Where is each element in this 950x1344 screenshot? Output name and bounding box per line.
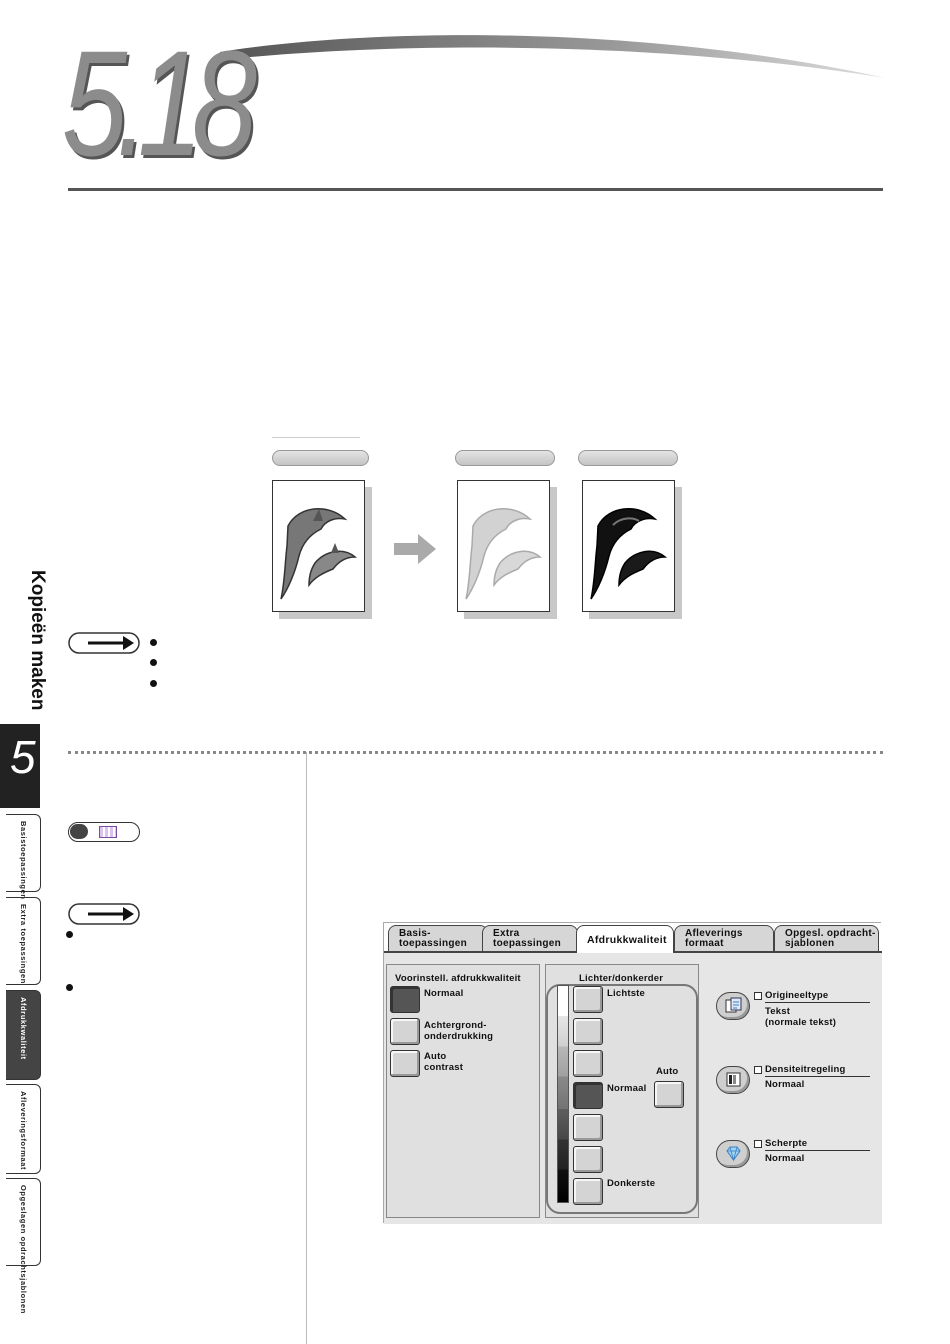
note-arrow-icon: [68, 632, 140, 654]
side-tab-extra-toepassingen[interactable]: [6, 897, 41, 985]
darker-label-pill: [578, 450, 678, 466]
document-type-icon: [725, 997, 742, 1014]
header-rule: [68, 188, 883, 191]
lightest-label: Lichtste: [607, 988, 646, 999]
preset-title: Voorinstell. afdrukkwaliteit: [395, 973, 521, 984]
preset-achtergrond-label: Achtergrond- onderdrukking: [424, 1020, 494, 1042]
reference-dot: [70, 824, 88, 839]
side-tab-basistoepassingen[interactable]: [6, 814, 41, 900]
diamond-icon: [725, 1145, 742, 1162]
note-bullet: [150, 659, 157, 666]
densiteitregeling-button[interactable]: [716, 1066, 750, 1094]
preset-normaal-label: Normaal: [424, 988, 464, 999]
dolphins-dark-image: [583, 481, 673, 609]
tab-afleveringsformaat[interactable]: Afleverings formaat: [674, 925, 774, 952]
density-level-2-button[interactable]: [573, 1018, 603, 1045]
original-label-pill: [272, 450, 369, 466]
lighter-document: [457, 480, 550, 612]
note-bullet: [150, 639, 157, 646]
side-tab-label: Extra toepassingen: [19, 904, 28, 984]
dolphins-light-image: [458, 481, 548, 609]
section-divider: [68, 751, 883, 754]
chapter-number: 5.18: [62, 19, 247, 187]
chapter-side-title: [22, 570, 48, 710]
origineeltype-button[interactable]: [716, 992, 750, 1020]
scherpte-value: Normaal: [765, 1153, 805, 1164]
preset-auto-contrast-label: Auto contrast: [424, 1051, 464, 1073]
chapter-title: Kopieën maken: [27, 570, 48, 711]
note-bullet: [150, 680, 157, 687]
densiteitregeling-underline: [765, 1076, 870, 1077]
origineeltype-label: Origineeltype: [765, 990, 829, 1001]
density-level-6-button[interactable]: [573, 1146, 603, 1173]
note-bullet: [66, 931, 73, 938]
scherpte-button[interactable]: [716, 1140, 750, 1168]
lighter-darker-title: Lichter/donkerder: [579, 973, 664, 984]
densiteitregeling-label: Densiteitregeling: [765, 1064, 846, 1075]
book-icon: [99, 826, 117, 838]
density-level-3-button[interactable]: [573, 1050, 603, 1077]
density-level-5-button[interactable]: [573, 1114, 603, 1141]
origineeltype-underline: [765, 1002, 870, 1003]
darkest-label: Donkerste: [607, 1178, 656, 1189]
origineeltype-checkbox[interactable]: [754, 992, 762, 1000]
side-tab-afleveringsformaat[interactable]: [6, 1084, 41, 1174]
side-tab-label: Afdrukkwaliteit: [19, 997, 28, 1060]
tab-extra-toepassingen[interactable]: Extra toepassingen: [482, 925, 578, 952]
densiteitregeling-value: Normaal: [765, 1079, 805, 1090]
preset-normaal-button[interactable]: [390, 986, 420, 1013]
origineeltype-value: Tekst (normale tekst): [765, 1006, 837, 1028]
side-tab-afdrukkwaliteit[interactable]: [6, 990, 41, 1080]
density-level-4-button[interactable]: [573, 1082, 603, 1109]
side-tab-label: Basistoepassingen: [19, 821, 28, 900]
density-icon: [725, 1071, 742, 1088]
header-swoosh: [220, 20, 890, 90]
auto-density-button[interactable]: [654, 1081, 684, 1108]
preset-auto-contrast-button[interactable]: [390, 1050, 420, 1077]
side-tab-label: Afleveringsformaat: [19, 1091, 28, 1171]
chapter-digit: 5: [10, 731, 36, 783]
densiteitregeling-checkbox[interactable]: [754, 1066, 762, 1074]
preset-achtergrond-button[interactable]: [390, 1018, 420, 1045]
side-tab-opgeslagen-opdrachtsjablonen[interactable]: [6, 1178, 41, 1314]
tab-afdrukkwaliteit[interactable]: Afdrukkwaliteit: [576, 925, 674, 953]
scherpte-label: Scherpte: [765, 1138, 808, 1149]
tab-opgesl-opdrachtsjablonen[interactable]: Opgesl. opdracht- sjablonen: [774, 925, 879, 952]
scherpte-underline: [765, 1150, 870, 1151]
note-bullet: [66, 984, 73, 991]
tab-basistoepassingen[interactable]: Basis- toepassingen: [388, 925, 488, 952]
density-level-7-button[interactable]: [573, 1178, 603, 1205]
auto-label: Auto: [656, 1066, 679, 1077]
density-gradient-strip: [557, 985, 569, 1203]
scherpte-checkbox[interactable]: [754, 1140, 762, 1148]
side-tab-label: Opgeslagen opdrachtsjablonen: [19, 1185, 28, 1314]
normal-label: Normaal: [607, 1083, 647, 1094]
dolphins-image: [273, 481, 363, 609]
screen-tabbar: [384, 923, 882, 952]
lighter-label-pill: [455, 450, 555, 466]
note-arrow-icon: [68, 903, 140, 925]
illustration-rule: [272, 437, 360, 438]
density-level-1-button[interactable]: [573, 986, 603, 1013]
reference-icon: [68, 822, 140, 842]
arrow-right-icon: [394, 534, 436, 564]
column-divider: [306, 752, 307, 1344]
darker-document: [582, 480, 675, 612]
original-document: [272, 480, 365, 612]
chapter-digit-block: [0, 724, 40, 808]
